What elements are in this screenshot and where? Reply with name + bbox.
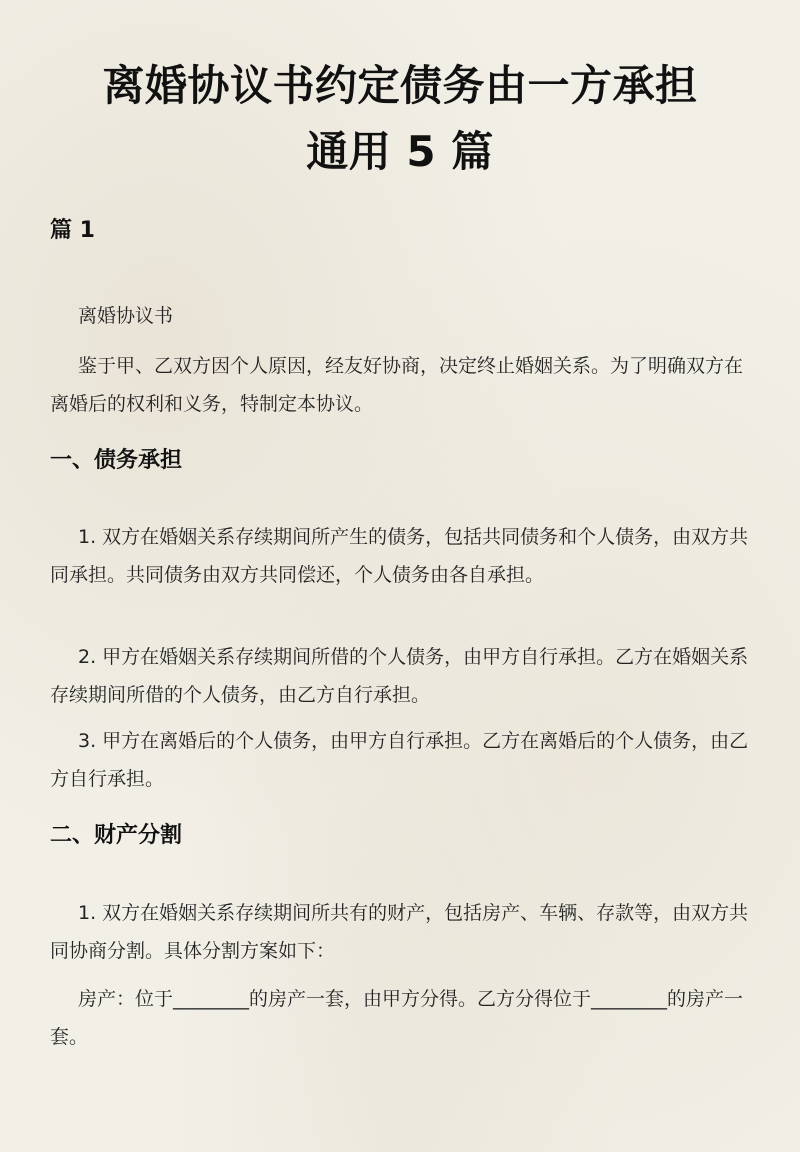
- section-heading-debt: 一、债务承担: [50, 448, 183, 473]
- intro-paragraph: 鉴于甲、乙双方因个人原因，经友好协商，决定终止婚姻关系。为了明确双方在离婚后的权利和义务，特制定本协议。: [50, 355, 744, 415]
- debt-clause-2: 2. 甲方在婚姻关系存续期间所借的个人债务，由甲方自行承担。乙方在婚姻关系存续期间所借的个人债务，由乙方自行承担。: [50, 646, 749, 706]
- document-subtitle: 离婚协议书: [78, 305, 174, 327]
- debt-clause-1: 1. 双方在婚姻关系存续期间所产生的债务，包括共同债务和个人债务，由双方共同承担。共同债务由双方共同偿还，个人债务由各自承担。: [50, 526, 749, 586]
- document-title-line-2: 通用 5 篇: [306, 127, 494, 176]
- part-heading: 篇 1: [50, 218, 95, 243]
- document-title-line-1: 离婚协议书约定债务由一方承担: [102, 61, 698, 110]
- section-heading-property: 二、财产分割: [50, 823, 183, 848]
- debt-clause-3: 3. 甲方在离婚后的个人债务，由甲方自行承担。乙方在离婚后的个人债务，由乙方自行承担。: [50, 730, 749, 790]
- property-clause-1: 1. 双方在婚姻关系存续期间所共有的财产，包括房产、车辆、存款等，由双方共同协商分割。具体分割方案如下：: [50, 902, 749, 962]
- property-clause-house: 房产：位于________的房产一套，由甲方分得。乙方分得位于________的房产一套。: [50, 988, 744, 1048]
